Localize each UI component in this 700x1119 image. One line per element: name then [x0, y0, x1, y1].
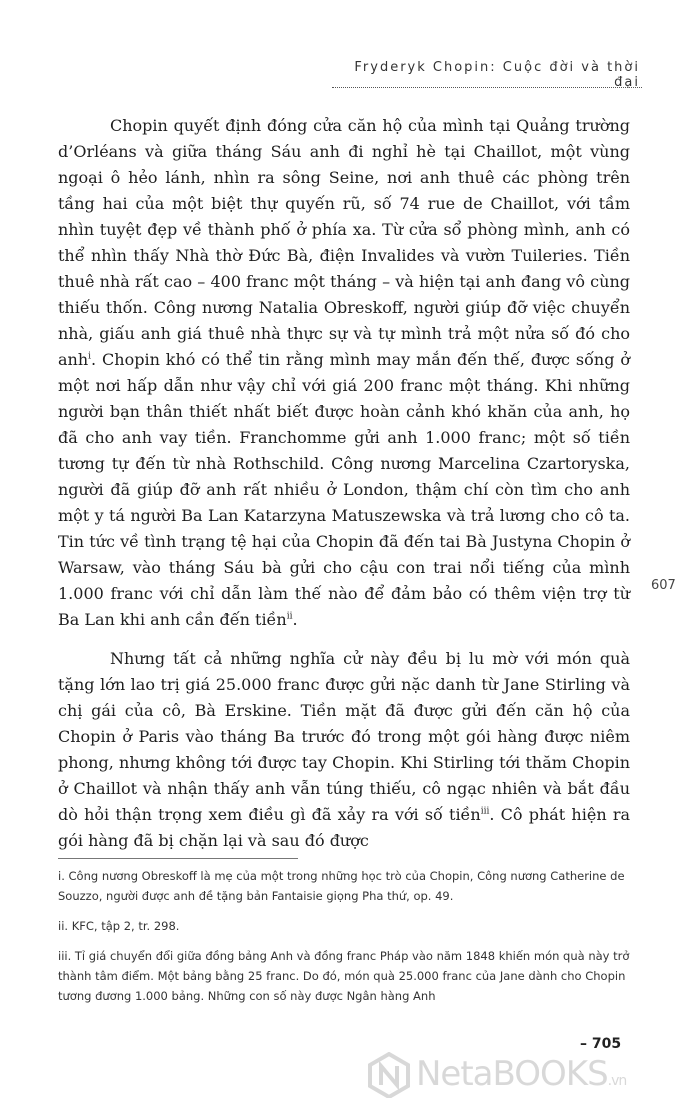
watermark-brand-text: NetaBOOKS [416, 1054, 608, 1094]
footnote-divider [58, 858, 298, 859]
side-page-number: 607 [651, 578, 676, 593]
main-text [58, 113, 630, 867]
watermark-brand [416, 1054, 626, 1094]
footnotes [58, 866, 633, 1016]
paragraph-text: Nhưng tất cả những nghĩa cử này đều bị lu mờ với món quà tặng lớn lao trị giá 25.000 franc được gửi nặc danh từ Jane Stirling và chị gái của cô, Bà Erskine. Tiền mặt đã được gửi đến căn hộ của Chopin ở Paris vào tháng Ba trước đó trong một gói hàng được niêm phong, nhưng không tới được tay Chopin. Khi Stirling tới thăm Chopin ở Chaillot và nhận thấy anh vẫn túng thiếu, cô ngạc nhiên và bắt đầu dò hỏi thận trọng xem điều gì đã xảy ra với số tiền [58, 649, 630, 824]
netabooks-logo-icon [368, 1052, 410, 1098]
page-number: – 705 [580, 1036, 622, 1052]
paragraph [58, 113, 630, 633]
paragraph-text: . Cô phát hiện ra gói hàng đã bị chặn lại và sau đó được [58, 805, 631, 850]
footnote-item: ii. KFC, tập 2, tr. 298. [58, 919, 180, 933]
watermark [368, 1050, 688, 1100]
footnote-item: iii. Tỉ giá chuyển đổi giữa đồng bảng Anh và đồng franc Pháp vào năm 1848 khiến món quà này trở thành tâm điểm. Một bảng bằng 25 franc. Do đó, món quà 25.000 franc của Jane dành cho Chopin tương đương 1.000 bảng. Những con số này được Ngân hàng Anh [58, 949, 630, 1003]
paragraph-text: . Chopin khó có thể tin rằng mình may mắn đến thế, được sống ở một nơi hấp dẫn như vậy chỉ với giá 200 franc một tháng. Khi những người bạn thân thiết nhất biết được hoàn cảnh khó khăn của anh, họ đã cho anh vay tiền. Franchomme gửi anh 1.000 franc; một số tiền tương tự đến từ nhà Rothschild. Công nương Marcelina Czartoryska, người đã giúp đỡ anh rất nhiều ở London, thậm chí còn tìm cho anh một y tá người Ba Lan Katarzyna Matuszewska và trả lương cho cô ta. Tin tức về tình trạng tệ hại của Chopin đã đến tai Bà Justyna Chopin ở Warsaw, vào tháng Sáu bà gửi cho cậu con trai nổi tiếng của mình 1.000 franc với chỉ dẫn làm thế nào để đảm bảo có thêm viện trợ từ Ba Lan khi anh cần đến tiền [58, 350, 630, 629]
paragraph-text: Chopin quyết định đóng cửa căn hộ của mình tại Quảng trường d’Orléans và giữa tháng Sáu anh đi nghỉ hè tại Chaillot, một vùng ngoại ô hẻo lánh, nhìn ra sông Seine, nơi anh thuê các phòng trên tầng hai của một biệt thự quyến rũ, số 74 rue de Chaillot, với tầm nhìn tuyệt đẹp về thành phố ở phía xa. Từ cửa sổ phòng mình, anh có thể nhìn thấy Nhà thờ Đức Bà, điện Invalides và vườn Tuileries. Tiền thuê nhà rất cao – 400 franc một tháng – và hiện tại anh đang vô cùng thiếu thốn. Công nương Natalia Obreskoff, người giúp đỡ việc chuyển nhà, giấu anh giá thuê nhà thực sự và tự mình trả một nửa số đó cho anh [58, 116, 630, 369]
footnote-marker[interactable]: iii [480, 806, 490, 817]
header-divider [332, 87, 642, 88]
paragraph-text: . [292, 610, 298, 629]
footnote-item: i. Công nương Obreskoff là mẹ của một trong những học trò của Chopin, Công nương Catherine de Souzzo, người được anh đề tặng bản Fantaisie giọng Pha thứ, op. 49. [58, 869, 625, 903]
watermark-tld: .vn [607, 1073, 627, 1089]
footnote-marker[interactable]: i [88, 351, 92, 362]
footnote-marker[interactable]: ii [286, 611, 293, 622]
running-header: Fryderyk Chopin: Cuộc đời và thời đại [354, 60, 640, 90]
paragraph [58, 646, 630, 854]
